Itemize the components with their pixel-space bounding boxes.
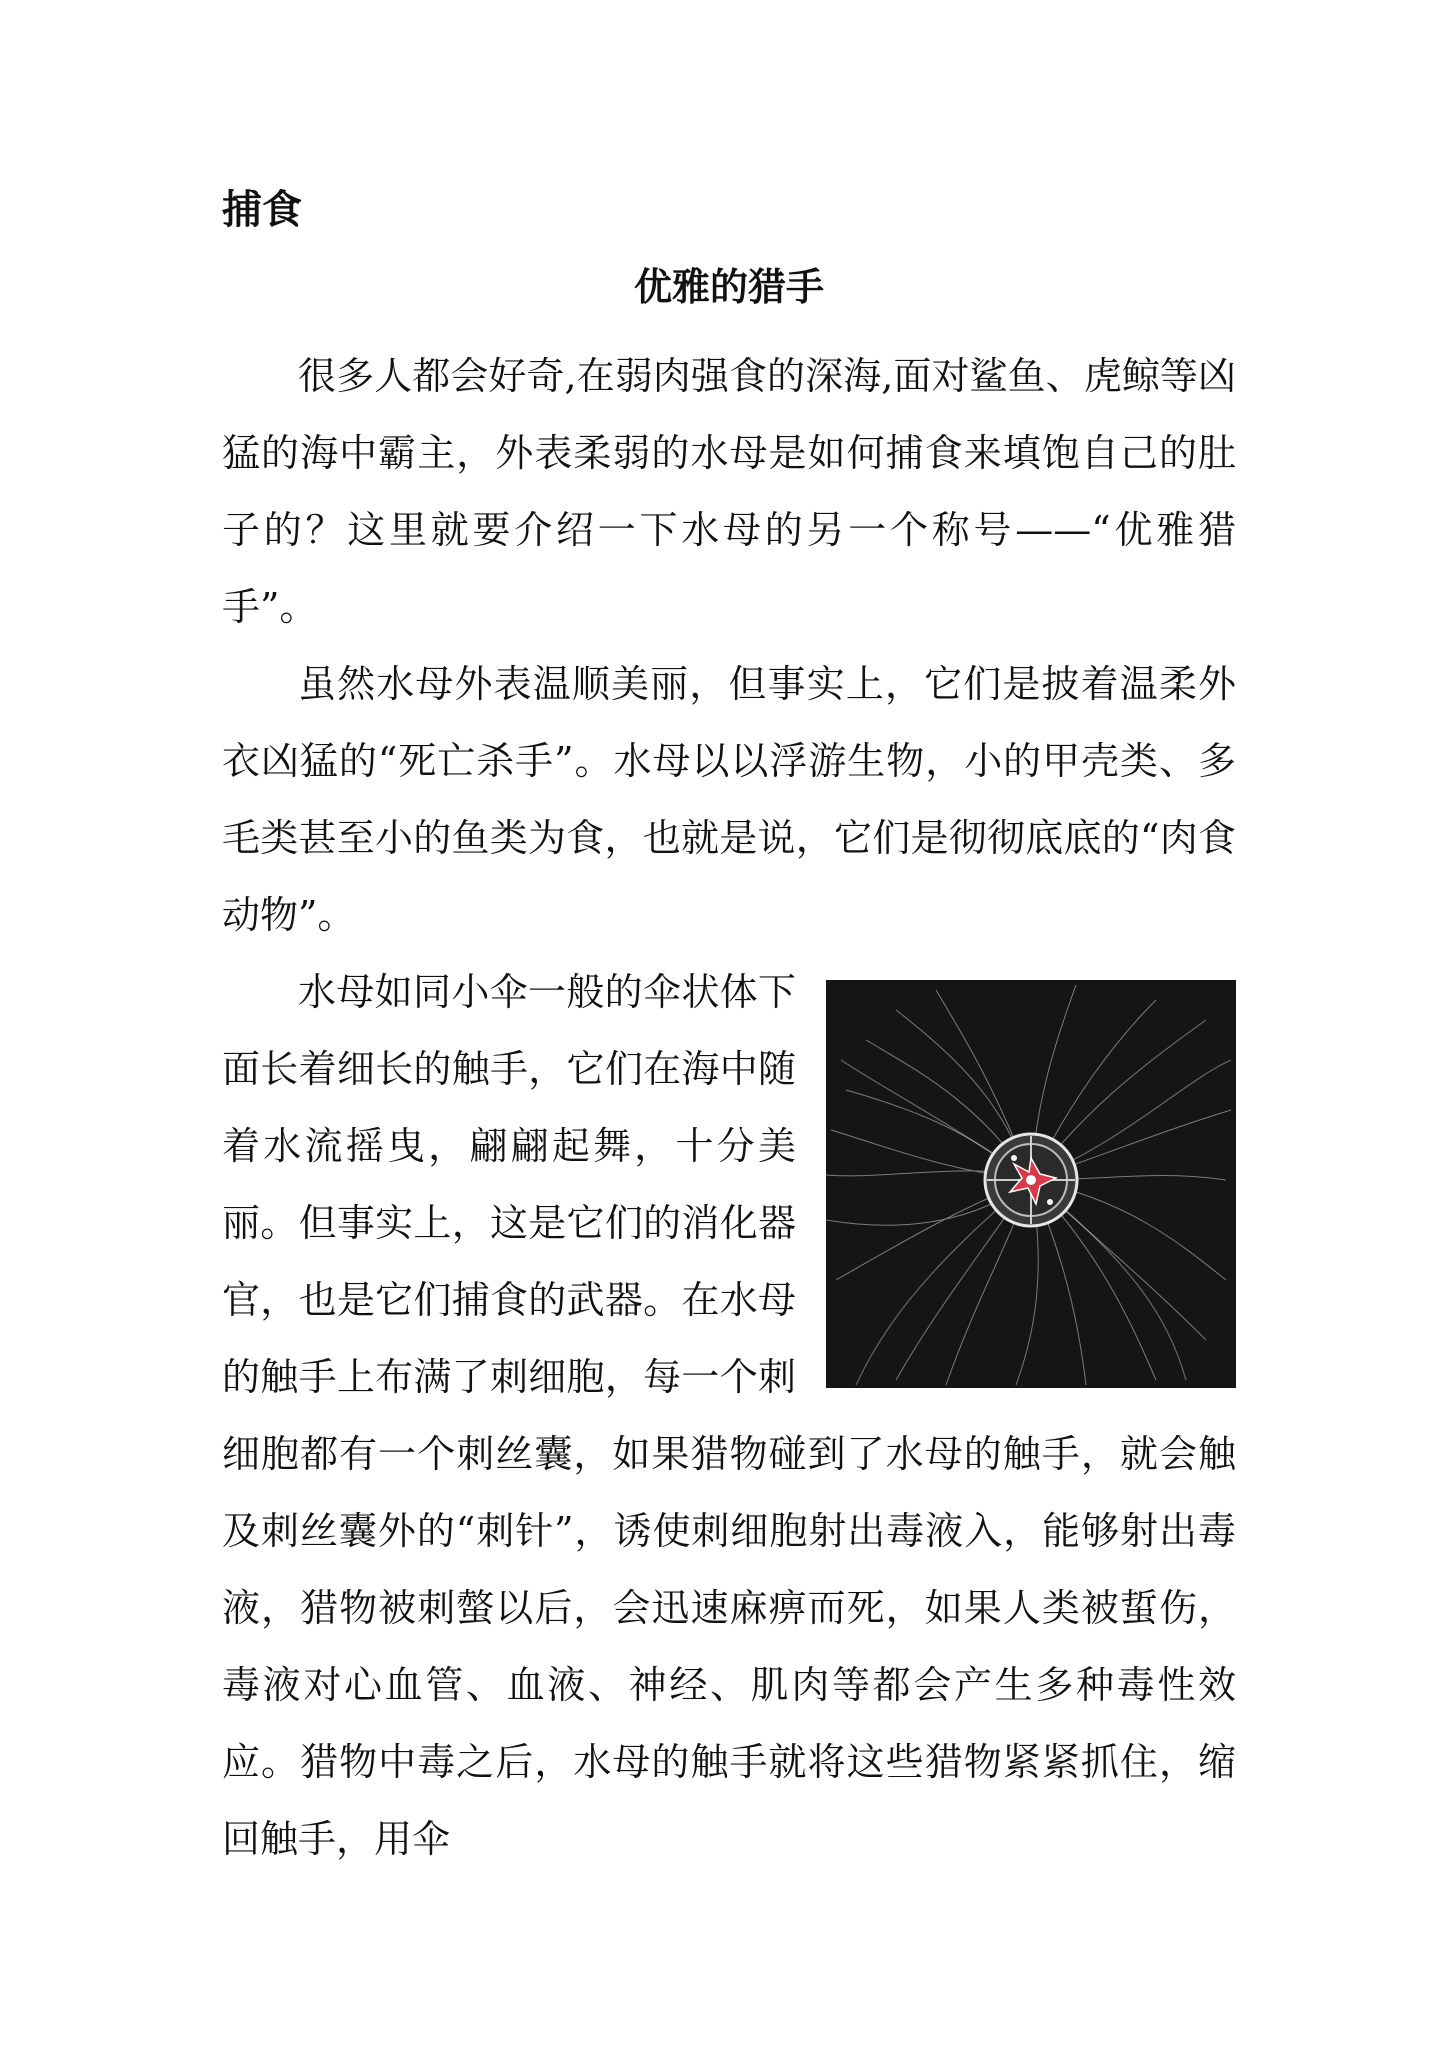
article-title: 优雅的猎手 xyxy=(633,264,824,309)
paragraph-3: 水母如同小伞一般的伞状体下面长着细长的触手，它们在海中随着水流摇曳，翩翩起舞，十分美丽。但事实上，这是它们的消化器官，也是它们捕食的武器。在水母的触手上布满了刺细胞，每一个刺细胞都有一个刺丝囊，如果猎物碰到了水母的触手，就会触及刺丝囊外的“刺针”，诱使刺细胞射出毒液入，能够射出毒液，猎物被刺螫以后，会迅速麻痹而死，如果人类被蜇伤，毒液对心血管、血液、神经、肌肉等都会产生多种毒性效应。猎物中毒之后，水母的触手就将这些猎物紧紧抓住，缩回触手，用伞 xyxy=(222,970,1236,1861)
paragraph-2-text: 虽然水母外表温顺美丽，但事实上，它们是披着温柔外衣凶猛的“死亡杀手”。水母以以浮游生物，小的甲壳类、多毛类甚至小的鱼类为食，也就是说，它们是彻彻底底的“肉食动物”。 xyxy=(222,662,1236,937)
paragraph-2 xyxy=(222,646,1236,954)
jellyfish-photo-icon xyxy=(826,980,1236,1388)
section-label: 捕食 xyxy=(222,186,302,233)
paragraph-1: 很多人都会好奇,在弱肉强食的深海,面对鲨鱼、虎鲸等凶猛的海中霸主，外表柔弱的水母是如何捕食来填饱自己的肚子的？这里就要介绍一下水母的另一个称号——“优雅猎手”。 xyxy=(222,354,1236,629)
article-body xyxy=(222,338,1236,1878)
jellyfish-figure xyxy=(826,980,1236,1388)
